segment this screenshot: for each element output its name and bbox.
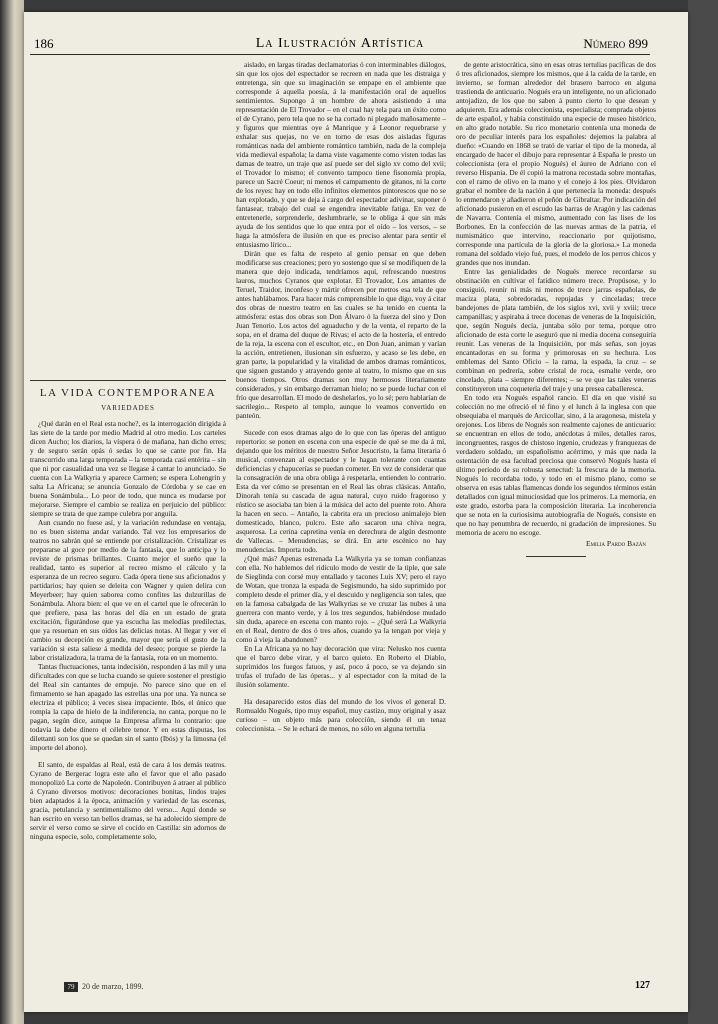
header-issue: Número 899 (583, 36, 648, 51)
footer-date: 20 de marzo, 1899. (82, 982, 144, 991)
column-middle (236, 60, 446, 980)
paragraph: Sucede con esos dramas algo de lo que con las óperas del antiguo repertorio: se ponen en escena con una especie de qué se me da á mí, dejando que los méritos de nuestro Señor Jesucristo, la fama literaria ó musical, convenzan al espectador y le hagan tolerante con cuantas deficiencias y chapucerías se puedan cometer. En vez de considerar que la consagración de una obra obliga á respetarla, entienden lo contrario. Esta da ver cómo se presentan en el Real las obras clásicas. Antaño, Dinorah tenía su cascada de agua natural, cuyo ruido fragoroso y rústico se asociaba tan bien á la música del acto del puente roto. Ahora la hacen en seco. – Antaño, la cabrita era un precioso animalejo bien domesticado, blanco, pulcro. Este año sacaron una chiva negra, asquerosa. La cerina capretina venía en derechura de algún desmonte de Vallecas. – Menudencias, se dirá. En arte escénico no hay menudencias. Importa todo. (236, 428, 446, 554)
footer-page-number: 127 (635, 980, 650, 991)
section-subheading: VARIEDADES (101, 404, 155, 412)
paragraph: de gente aristocrática, sino en esas otras tertulias pacíficas de dos ó tres aficionados, siempre los mismos, que á la caída de la tarde, en invierno, se forman alrededor del brasero barroco en alguna trastienda de anticuario. Nogués era un inteligente, no un aficionado antojadizo, de los que no saben á punto cierto lo que desean y adquieren. Era además coleccionista, especialista; comprada objetos de arte español, y había constituido una especie de museo histórico, en alto grado notable. Su rico monetario contenía una moneda de oro de peculiar interés para los españoles: dejemos la palabra al dueño: «Cuando en 1868 se trató de variar el tipo de la moneda, al encargado de hacer el dibujo para representar á España le presto un coleccionista (era el propio Nogués) el áureo de Adriano con el reverso Hispania. De él copió la matrona recostada sobre montañas, con el ramo de olivo en la mano y el conejo á los pies. Olvidaron grabar el nombre de la nación á que pertenecía la moneda: después lo enmendaron y añadieron el peñón de Gibraltar. Por indicación del aficionado pusieron en el escudo las barras de Aragón y las cadenas de Navarra. Contenía el mismo, aumentado con las lises de los Borbones. En la confección de las nuevas armas de la patria, el numismático que intervino, reaccionario por quijotismo, corresponde una partícula de la gloria de la gloriosa.» La moneda romana del soldado viejo fué, pues, el modelo de los perros chicos y grandes que nos inundan. (456, 60, 656, 267)
paragraph: El santo, de espaldas al Real, está de cara á los demás teatros. Cyrano de Bergerac logra este año el favor que el año pasado monopolizó La corte de Napoleón. Contribuyen á atraer al público á Cyrano diversos motivos: decoraciones bonitas, lindos trajes bien adaptados á la época, animación y variedad de las escenas, gracia, petulancia y sentimentalismo del verso... Aquí donde se han escrito en verso tan bellos dramas, se ha adolecido siempre de servir el verso como se sirve el cocido en Castilla: sin adornos de ninguna especie, solo, completamente solo, (30, 760, 226, 841)
author-signature: Emilia Pardo Bazán (586, 539, 646, 548)
footer-badge: 79 (64, 982, 78, 992)
paragraph: Dirán que es falta de respeto al genio pensar en que deben modificarse sus creaciones; pero yo sostengo que sí se modifiquen de la manera que dejo indicada, tendríamos aquí, refrescando nuestros lauros, muchos Cyranos que explotar. El Trovador, Los amantes de Teruel, Traidor, inconfeso y mártir ofrecen por metros esa tela de que antes hablábamos. Para hacer más comprensible lo que digo, voy á citar dos obras de nuestro teatro en las cuales se ha tenido en cuenta la atmósfera: estas dos obras son Don Álvaro ó la fuerza del sino y Don Juan Tenorio. Los actos del aguaducho y de la venta, el reparto de la sopa, en el drama del duque de Rivas; el acto de la hostería, el entredo de la reja, la escena con el escultor, etc., en Don Juan, animan y varían la acción, entretienen, ilusionan sin esfuerzo, y acaso se les debe, en gran parte, la popularidad y la vitalidad de ambos dramas románticos, que siguen gustando y atrayendo gente al teatro, lo mismo que en sus buenos tiempos. Otros dramas son muy hermosos literariamente considerados, y sin embargo derraman hielo; no se puede luchar con el frío que desarrollan. El modo de deshelarlos, yo lo sé; pero hablarían de sacrilegio... Respeto al templo, aunque lo veamos convertido en panteón. (236, 249, 446, 420)
paragraph: aislado, en largas tiradas declamatorias ó con interminables diálogos, sin que los ojos del espectador se recreen en nada que les distraiga y entretenga, sin que su imaginación se empape en el ambiente que corresponde á aquella poesía, á la manifestación oral de aquellos sentimientos. Supongo á un hombre de ahora asistiendo á una representación de El Trovador – en el cual hay tela para un éxito como el de Cyrano, pero tela que no se ha cortado ni plegado mañosamente – y figuros que mientras oye á Manrique y á Leonor requebrarse y exhalar sus quejas, no ve en torno de esas dos aisladas figuras románticas nada del ambiente romántico también, nada de la compleja vida medieval española; la dama viste vagamente como visten todas las damas de teatro, un traje que así puede ser del siglo xv como del xvii; el Trovador lo mismo; el convento tampoco tiene fisonomía propia, parece un Sacré Coeur; ni menos el campamento de gitanos, ni la corte de los reyes: hay en todo ello infinitos elementos pintorescos que no se han explotado, y que se deja á cargo del espectador adivinar, suponer ó fantasear, trabajo del cual se engendra inevitable fatiga. En vez de entretenerle, sorprenderle, deslumbrarle, se le obliga á que sin más ayuda de los sentidos que lo que entra por el oído – los versos, – se haga la atmósfera de ilusión en que es preciso alentar para sentir el entusiasmo lírico... (236, 60, 446, 249)
scan-margin (688, 0, 718, 1024)
page-footer (30, 980, 650, 996)
blank-space (30, 60, 226, 378)
paragraph: ¿Qué darán en el Real esta noche?, es la interrogación dirigida á las siete de la tarde por medio Madrid al otro medio. Los carteles dicen Aucho; los diarios, la víspera ó de mañana, han dicho erres; y de seguro serán opás ó sedas lo que se cante por fin. Ha transcurrido una larga temporada – la temporada casi entérita – sin que ni por casualidad una vez se llegase á cantar lo anunciado. Se cuenta con La Walkyria y aparece Carmen; se espera Lohengrin y salta La Africana; se anuncia Gonzalo de Córdoba y se cae en buena Sonámbula... Lo peor de todo, que nunca es mudarse por mejorarse. Siempre el cambio se realiza en perjuicio del público: siempre se trata de que zampe culebra por anguila. (30, 419, 226, 518)
page-header (30, 30, 650, 55)
paragraph: Aun cuando no fuese así, y la variación redundase en ventaja, no es buen sistema andar variando. Tal vez los empresarios de teatros no sabrán qué se entiende por cristalización. Cristalizar es prepararse al goce por medio de la fantasía, que lo anticipa y lo reviste de prismas brillantes. Cuanto mejor el sueño que la realidad, tanto es superior al recreo mismo el cálculo y la esperanza de un recreo seguro. Cada ópera tiene sus aficionados y partidarios; hay quien se deleita con Wagner y quien delira con Meyerbeer; hay quien saborea como confites las dulzurillas de Sonámbula. Ahora bien: el que ve en el cartel que le ofrecerán lo que prefiere, pasa las horas del día en un estado de grata excitación, figurándose que ya escucha las melodías predilectas, que ya resuenan en sus oídos las delicias notas. Al llegar y ver el cambio su decepción es grande, mayor que sería el gusto de la variación si esta saliese á medida del deseo; porque se pierde la labor cristalizadora, la trama de la fantasía, rota en un momento. (30, 518, 226, 662)
paragraph: ¿Qué más? Apenas estrenada La Walkyria ya se toman confianzas con ella. No hablemos del ridículo modo de vestir de la tiple, que sale de Sieglinda con corsé muy entallado y tacones Luis XV; pero el rayo de Wotan, que tronza la espada de Segismundo, ha sido suprimido por completo desde el primer día, y el descuido y negligencia son tales, que en la famosa cabalgada de las Walkyrias se ve cruzar las nubes á una guerrera con manto verde, y á los tres segundos, habiéndose mudado sin duda, aparece en escena con manto rojo. – ¿Qué será La Walkyria en el Real, dentro de dos ó tres años, cuando ya la tengan por vieja y como á vieja la abandonen? (236, 554, 446, 644)
paragraph: En todo era Nogués español rancio. El día en que visité su colección no me ofreció el té fino y el lunch á la inglesa con que obsequiaba el marqués de Arcicollar, sino, á la aragonesa, mistela y orejones. Los libros de Nogués son realmente cajones de anticuario: se encuentran en ellos de todo, anécdotas á miles, detalles raros, incongruentes, rasgos de chistoso ingenio, crudezas y franquezas de verdadero soldado, un españolismo acérrimo, y más que nada la ostentación de esa facultad preciosa que conservó Nogués hasta el último período de su robusta senectud: la frescura de la memoria. Nogués lo recordaba todo, y todo en el mismo plano, como se observa en esas tablas flamencas donde los segundos términos están detallados con igual minuciosidad que los primeros. La memoria, en este grado, estorba para la composición literaria. La incoherencia que se nota en la curiosísima autobiografía de Nogués, consiste en que no hay penumbra de recuerdo, ni gradación de impresiones. Su memoria de acero no escoge. (456, 393, 656, 537)
paragraph: Tantas fluctuaciones, tanta indecisión, responden á las mil y una dificultades con que se lucha cuando se quiere sostener el prestigio del Real sin cantantes de empuje. No parece sino que en el firmamento se han apagado las estrellas una por una. Ya nunca se electriza el público; á veces sisea impaciente. Ibós, el único que rompía la capa de hielo de la indiferencia, no canta, porque no le pagan, según dice, aunque la Empresa afirma lo contrario: que todavía la debe dinero el célebre tenor. Y en estas disputas, los dilettanti son los que se quedan sin el santo (Ibós) y la limosna (el importe del abono). (30, 662, 226, 752)
header-title: La Ilustración Artística (255, 36, 425, 51)
binding-gutter (0, 0, 24, 1024)
column-right (456, 60, 656, 980)
paragraph: Entre las genialidades de Nogués merece recordarse su obstinación en cultivar el fatídico número trece. Propúsose, y lo consiguió, reunir ni más ni menos de trece jarras españolas, de maciza plata, sobredoradas, repujadas y cinceladas; trece bandejones de plata también, de los siglos xvi, xvii y xviii; trece campanillas; y aspiraba á trece docenas de veneras de la Inquisición, que, según Nogués decía, juntaba sólo por tema, porque otro aficionado de esta corte le aseguró que ni media docena conseguiría reunir. Las veneras de la Inquisición, por más señas, son joyas encantadoras en su forma y primorosas en su hechura. Los emblemas del Santo Oficio – la rama, la espada, la cruz – se combinan en pedrería, sobre cristal de roca, esmalte verde, oro cincelado, plata – siempre diferentes; – se ve que las tales veneras constituyeron una coquetería del traje y una presea caballeresca. (456, 267, 656, 393)
section-rule (30, 380, 226, 381)
section-heading: LA VIDA CONTEMPORANEA (39, 387, 217, 399)
closing-rule (526, 556, 586, 557)
header-page-number: 186 (34, 36, 54, 51)
paragraph: En La Africana ya no hay decoración que vira: Nelusko nos cuenta que el barco debe virar, y el barco quieto. En Roberto el Diablo, suprimidos los fuegos fatuos, y así, poco á poco, se va dejando sin trufas el trufado de las óperas... y al espectador con la mitad de la ilusión solamente. (236, 644, 446, 689)
paragraph: Ha desaparecido estos días del mundo de los vivos el general D. Romualdo Nogués, tipo muy español, muy castizo, muy original y asaz curioso – un objeto más para colección, siendo él un tenaz coleccionista. – Se le echará de menos, no sólo en alguna tertulia (236, 697, 446, 733)
column-left (30, 60, 226, 980)
